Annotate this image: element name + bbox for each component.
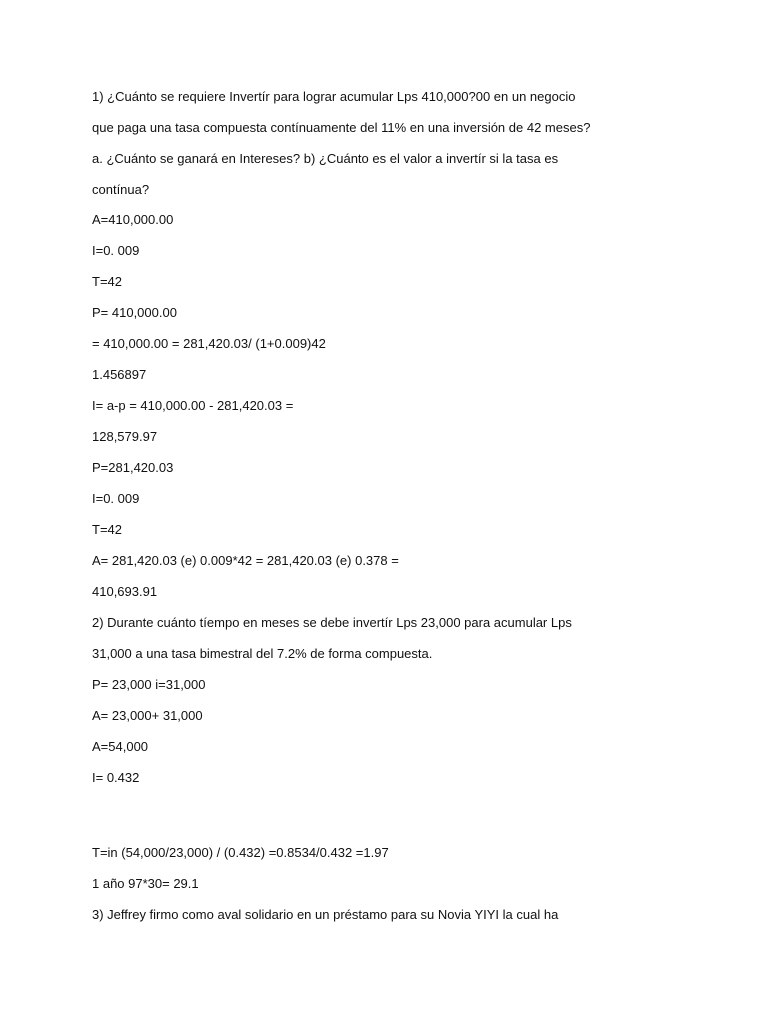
text-line: P=281,420.03 (92, 460, 174, 475)
text-line: P= 23,000 i=31,000 (92, 677, 206, 692)
text-line: P= 410,000.00 (92, 305, 177, 320)
text-line: 3) Jeffrey firmo como aval solidario en un préstamo para su Novia YIYI la cual ha (92, 907, 559, 922)
text-line: A=410,000.00 (92, 212, 174, 227)
text-line: 128,579.97 (92, 429, 158, 444)
text-line: 410,693.91 (92, 584, 158, 599)
text-line: I=0. 009 (92, 243, 140, 258)
text-line: T=in (54,000/23,000) / (0.432) =0.8534/0.432 =1.97 (92, 845, 389, 860)
text-line: A= 23,000+ 31,000 (92, 708, 203, 723)
text-line: 31,000 a una tasa bimestral del 7.2% de forma compuesta. (92, 646, 433, 661)
text-line: = 410,000.00 = 281,420.03/ (1+0.009)42 (92, 336, 326, 351)
text-line: T=42 (92, 522, 122, 537)
text-line: que paga una tasa compuesta contínuamente del 11% en una inversión de 42 meses? (92, 120, 591, 135)
text-line: 2) Durante cuánto tíempo en meses se debe invertír Lps 23,000 para acumular Lps (92, 615, 572, 630)
text-line: I= 0.432 (92, 770, 140, 785)
text-line: I=0. 009 (92, 491, 140, 506)
text-line: A= 281,420.03 (e) 0.009*42 = 281,420.03 (e) 0.378 = (92, 553, 399, 568)
text-line: 1.456897 (92, 367, 147, 382)
text-line: A=54,000 (92, 739, 149, 754)
text-line: T=42 (92, 274, 122, 289)
text-line: I= a-p = 410,000.00 - 281,420.03 = (92, 398, 294, 413)
text-line: 1 año 97*30= 29.1 (92, 876, 199, 891)
text-line: 1) ¿Cuánto se requiere Invertír para lograr acumular Lps 410,000?00 en un negocio (92, 89, 576, 104)
text-line: contínua? (92, 182, 150, 197)
text-line: a. ¿Cuánto se ganará en Intereses? b) ¿Cuánto es el valor a invertír si la tasa es (92, 151, 559, 166)
